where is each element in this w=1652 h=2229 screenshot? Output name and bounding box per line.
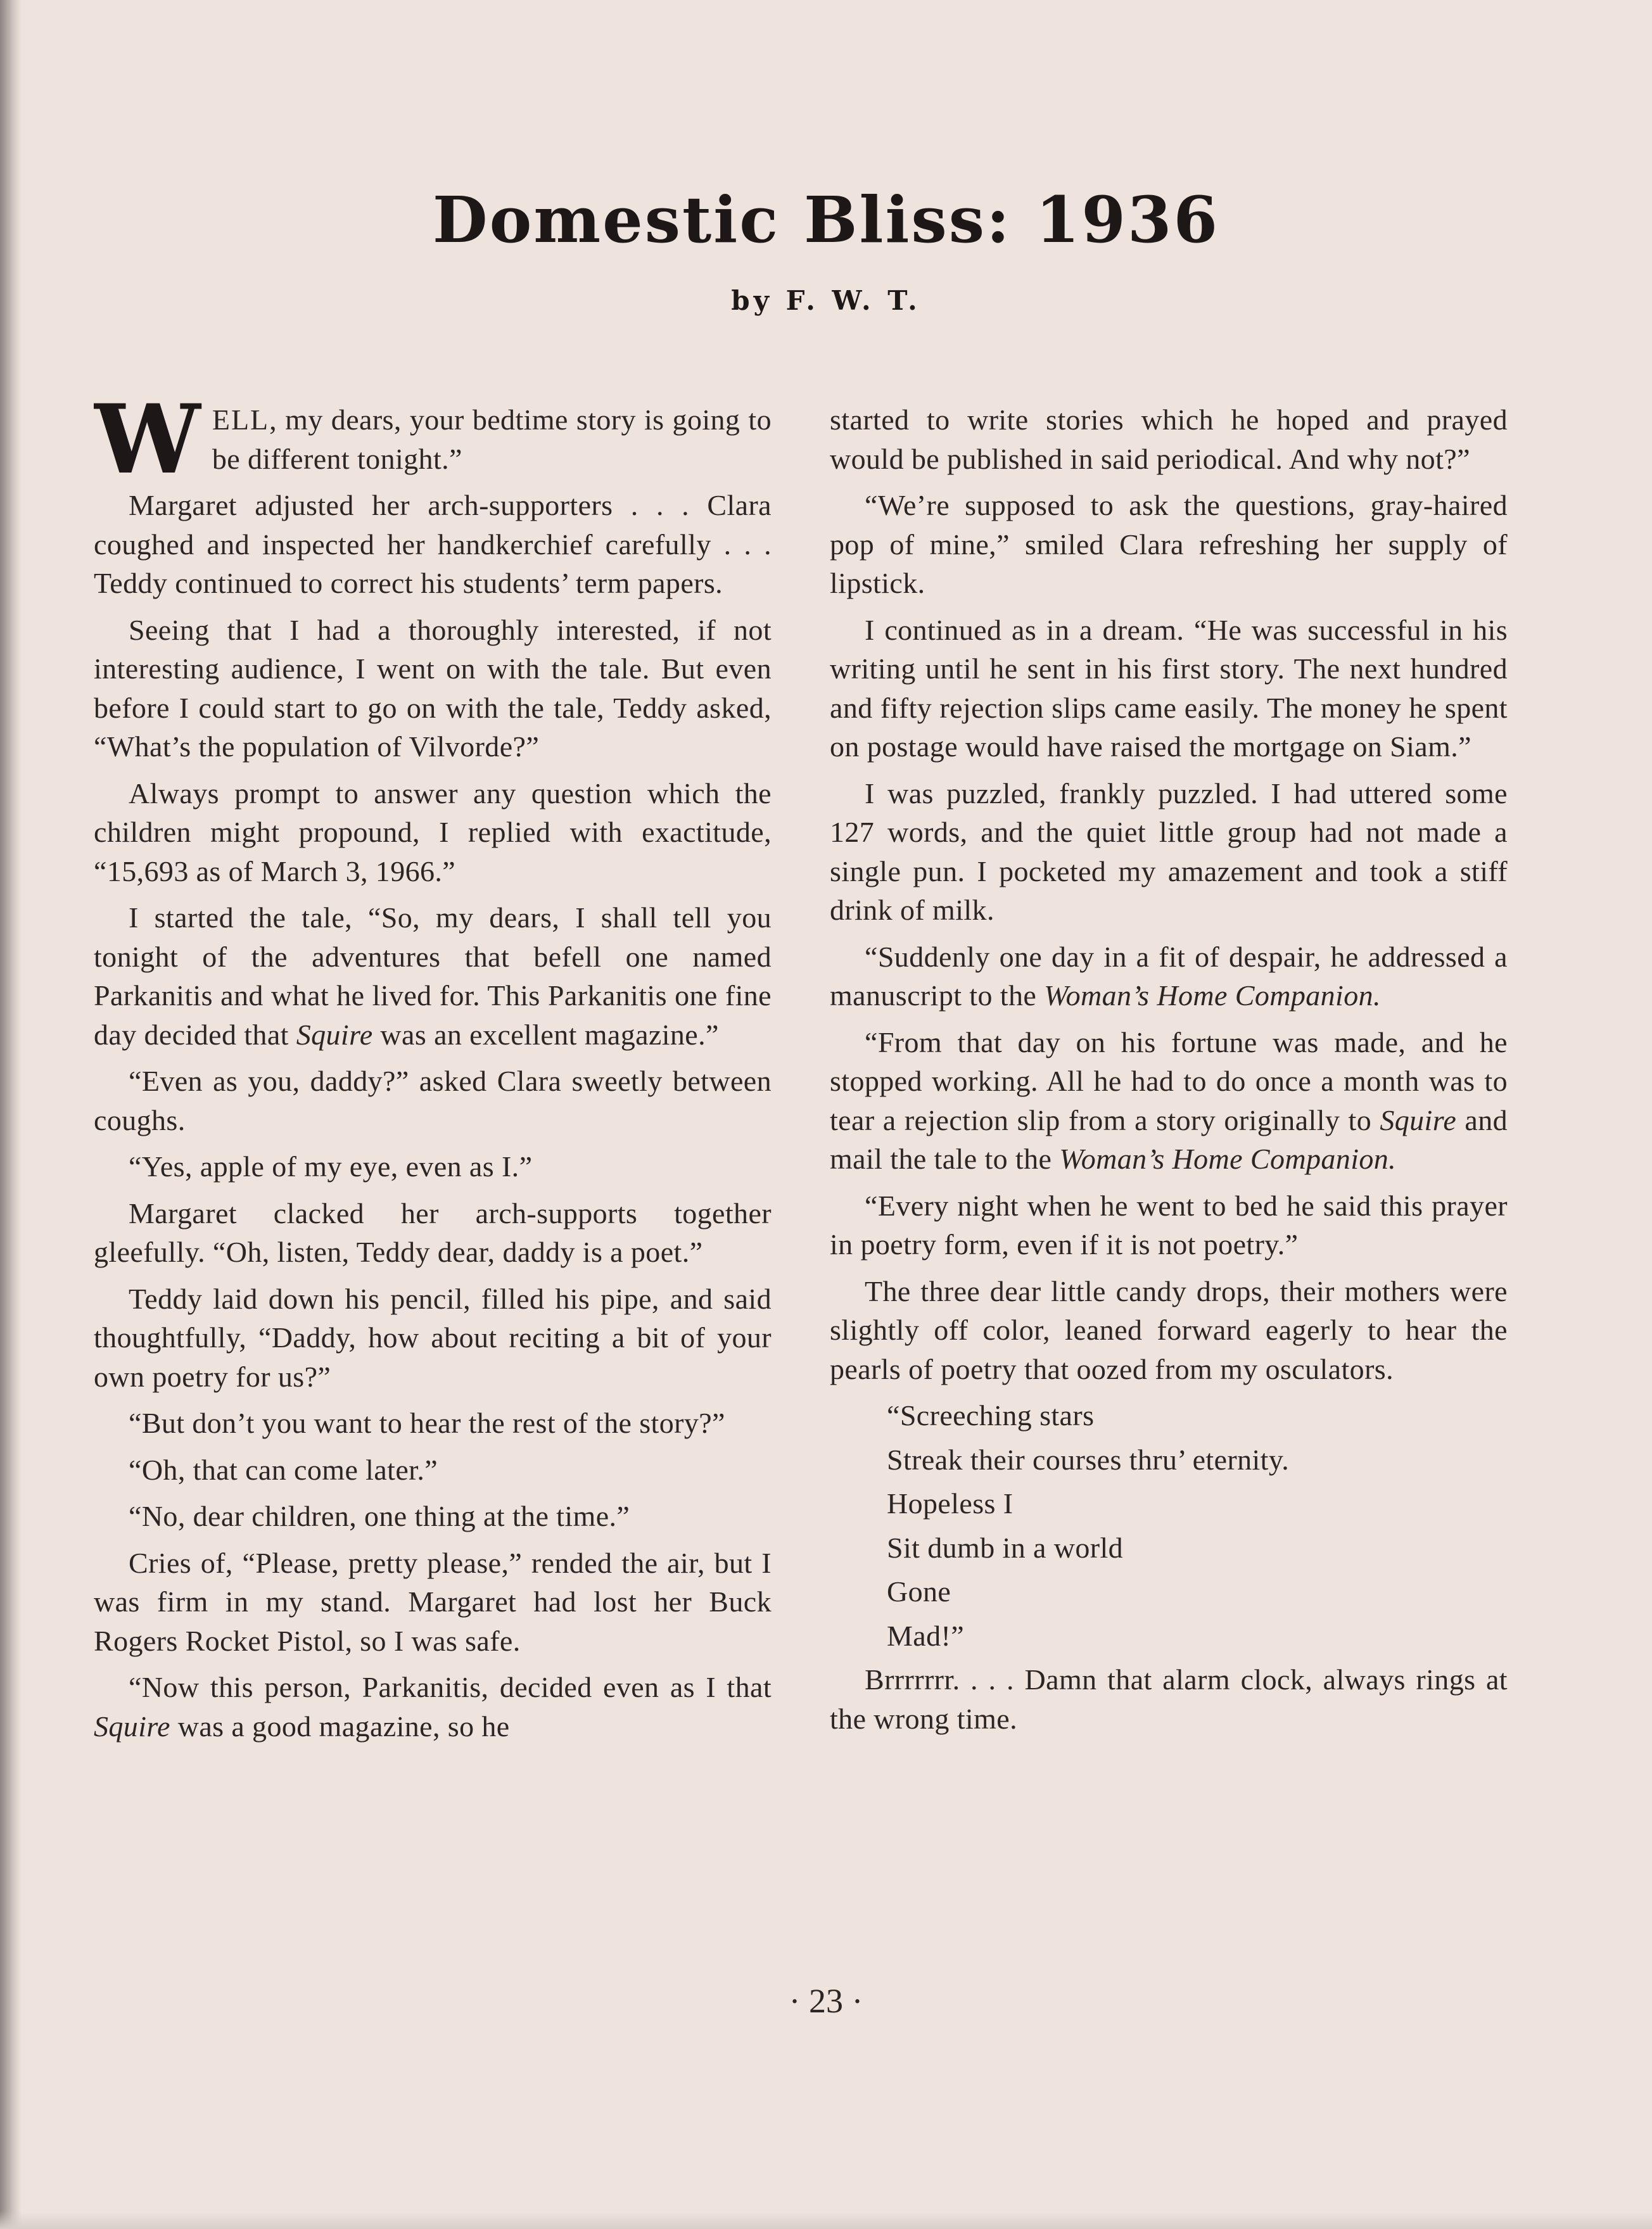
poem-line: “Screeching stars bbox=[887, 1399, 1095, 1432]
paragraph: started to write stories which he hoped and prayed would be published in said periodical. And why not?” bbox=[830, 403, 1508, 475]
italic-title: Woman’s Home Companion. bbox=[1059, 1143, 1397, 1175]
paragraph: Seeing that I had a thoroughly interested, if not interesting audience, I went on with the tale. But even before I could start to go on with the tale, Teddy asked, “What’s the population of Vilvorde?” bbox=[94, 613, 772, 763]
paragraph: “Oh, that can come later.” bbox=[129, 1453, 438, 1486]
page-bottom-edge bbox=[0, 2211, 1652, 2229]
paragraph: “But don’t you want to hear the rest of the story?” bbox=[129, 1407, 725, 1439]
poem-line: Streak their courses thru’ eternity. bbox=[887, 1443, 1290, 1476]
paragraph: “No, dear children, one thing at the time.” bbox=[129, 1500, 630, 1532]
paragraph: Margaret clacked her arch-supports together gleefully. “Oh, listen, Teddy dear, daddy is a poet.” bbox=[94, 1197, 772, 1268]
poem-line: Hopeless I bbox=[887, 1487, 1013, 1520]
page-number: · 23 · bbox=[789, 1982, 863, 2020]
italic-title: Squire bbox=[1380, 1103, 1457, 1136]
paragraph-text: was an excellent magazine.” bbox=[372, 1018, 719, 1051]
paragraph: Always prompt to answer any question which the children might propound, I replied with exactitude, “15,693 as of March 3, 1966.” bbox=[94, 777, 772, 887]
paragraph bbox=[830, 937, 1508, 1015]
page-binding-shadow bbox=[0, 0, 22, 2229]
italic-title: Squire bbox=[296, 1018, 373, 1051]
paragraph-text: was a good magazine, so he bbox=[170, 1710, 510, 1743]
paragraph: “We’re supposed to ask the questions, gray-haired pop of mine,” smiled Clara refreshing her supply of lipstick. bbox=[830, 489, 1508, 599]
opening-paragraph bbox=[94, 400, 772, 495]
article-title: Domestic Bliss: 1936 bbox=[432, 182, 1220, 257]
left-column bbox=[94, 400, 772, 1971]
opening-smallcaps: ELL bbox=[212, 403, 270, 436]
italic-title: Squire bbox=[94, 1710, 170, 1743]
paragraph: Margaret adjusted her arch-supporters . . . Clara coughed and inspected her handkerchief carefully . . . Teddy continued to correct his students’ term papers. bbox=[94, 489, 772, 599]
italic-title: Woman’s Home Companion. bbox=[1044, 979, 1381, 1012]
paragraph-text: I started the tale, “So, my dears, I shall tell you tonight of the adventures that befell one named Parkanitis and what he lived for. This Parkanitis one fine day decided that bbox=[94, 901, 772, 1051]
paragraph-text: “From that day on his fortune was made, and he stopped working. All he had to do once a month was to tear a rejection slip from a story originally to bbox=[830, 1026, 1508, 1136]
article-byline: by F. W. T. bbox=[731, 285, 921, 316]
paragraph-text: “Suddenly one day in a fit of despair, he addressed a manuscript to the bbox=[830, 940, 1508, 1012]
drop-cap: W bbox=[94, 400, 201, 495]
paragraph: “Even as you, daddy?” asked Clara sweetly between coughs. bbox=[94, 1065, 772, 1136]
right-column bbox=[830, 400, 1508, 1971]
paragraph-text: and mail the tale to the bbox=[830, 1103, 1508, 1175]
paragraph bbox=[830, 1023, 1508, 1179]
paragraph: “Every night when he went to bed he said this prayer in poetry form, even if it is not poetry.” bbox=[830, 1189, 1508, 1261]
paragraph: I was puzzled, frankly puzzled. I had uttered some 127 words, and the quiet little group had not made a single pun. I pocketed my amazement and took a stiff drink of milk. bbox=[830, 777, 1508, 926]
poem-line: Gone bbox=[887, 1575, 951, 1608]
paragraph bbox=[94, 1668, 772, 1746]
poem-line: Mad!” bbox=[887, 1619, 965, 1652]
paragraph: “Yes, apple of my eye, even as I.” bbox=[129, 1150, 533, 1183]
opening-text: , my dears, your bedtime story is going to be different tonight.” bbox=[212, 403, 772, 475]
paragraph: The three dear little candy drops, their mothers were slightly off color, leaned forward eagerly to hear the pearls of poetry that oozed from my osculators. bbox=[830, 1274, 1508, 1385]
paragraph: Brrrrrrr. . . . Damn that alarm clock, always rings at the wrong time. bbox=[830, 1663, 1508, 1735]
paragraph-text: “Now this person, Parkanitis, decided even as I that bbox=[129, 1671, 772, 1703]
paragraph bbox=[94, 898, 772, 1054]
paragraph: Cries of, “Please, pretty please,” rended the air, but I was firm in my stand. Margaret had lost her Buck Rogers Rocket Pistol, so I was safe. bbox=[94, 1546, 772, 1657]
poem-line: Sit dumb in a world bbox=[887, 1531, 1124, 1564]
paragraph: Teddy laid down his pencil, filled his pipe, and said thoughtfully, “Daddy, how about reciting a bit of your own poetry for us?” bbox=[94, 1282, 772, 1393]
paragraph: I continued as in a dream. “He was successful in his writing until he sent in his first story. The next hundred and fifty rejection slips came easily. The money he spent on postage would have raised the mortgage on Siam.” bbox=[830, 613, 1508, 763]
